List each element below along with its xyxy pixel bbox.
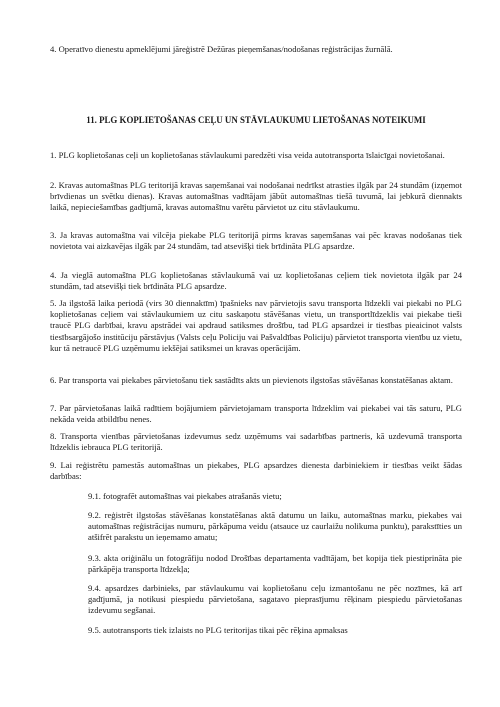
subitem-9-2: 9.2. reģistrēt ilgstošas stāvēšanas konstatēšanas aktā datumu un laiku, automašīnas marku, piekabes vai automašīnas reģistrācijas numuru, pārkāpuma veidu (atsauce uz caurlaižu nolikuma punktu), parakstīties un atšifrēt parakstu un ieņemamo amatu; [88,510,462,543]
subitem-9-1: 9.1. fotografēt automašīnas vai piekabes atrašanās vietu; [88,491,282,501]
paragraph-2: 2. Kravas automašīnas PLG teritorijā kravas saņemšanai vai nodošanai nedrīkst atrasties ilgāk par 24 stundām (izņemot brīvdienas un svētku dienas). Kravas automašīnas vadītājam jābūt automašīnas tiešā tuvumā, lai jebkurā diennakts laikā, nepieciešamības gadījumā, kravas automašīnu varētu pārvietot uz citu stāvlaukumu. [50,180,462,213]
subitem-9-3: 9.3. akta oriģinālu un fotogrāfiju nodod Drošības departamenta vadītājam, bet kopija tiek piestiprināta pie pārkāpēja transporta līdzekļa; [88,553,462,575]
intro-paragraph: 4. Operatīvo dienestu apmeklējumi jāreģistrē Dežūras pieņemšanas/nodošanas reģistrācijas žurnālā. [50,44,393,54]
paragraph-7: 7. Par pārvietošanas laikā radītiem bojājumiem pārvietojamam transporta līdzeklim vai piekabei vai tās saturu, PLG nekāda veida atbildību nenes. [50,403,462,425]
subitem-9-5: 9.5. autotransports tiek izlaists no PLG teritorijas tikai pēc rēķina apmaksas [88,625,348,635]
paragraph-9: 9. Lai reģistrētu pamestās automašīnas un piekabes, PLG apsardzes dienesta darbiniekiem ir tiesības veikt šādas darbības: [50,460,462,482]
paragraph-1: 1. PLG koplietošanas ceļi un koplietošanas stāvlaukumi paredzēti visa veida autotransporta īslaicīgai novietošanai. [50,150,445,160]
paragraph-8: 8. Transporta vienības pārvietošanas izdevumus sedz uzņēmums vai sadarbības partneris, kā uzdevumā transporta līdzeklis iebrauca PLG teritorijā. [50,431,462,453]
paragraph-3: 3. Ja kravas automašīna vai vilcēja piekabe PLG teritorijā pirms kravas saņemšanas vai pēc kravas nodošanas tiek novietota vai aizkavējas ilgāk par 24 stundām, tad atsevišķi tiek brīdināta PLG apsardze. [50,230,462,252]
paragraph-4: 4. Ja vieglā automašīna PLG koplietošanas stāvlaukumā vai uz koplietošanas ceļiem tiek novietota ilgāk par 24 stundām, tad atsevišķi tiek brīdināta PLG apsardze. [50,270,462,292]
subitem-9-4: 9.4. apsardzes darbinieks, par stāvlaukumu vai koplietošanu ceļu izmantošanu ne pēc nozīmes, kā arī gadījumā, ja notikusi piespiedu pārvietošana, sagatavo pieprasījumu rēķinam piespiedu pārvietošanas izdevumu segšanai. [88,583,462,616]
paragraph-5: 5. Ja ilgstošā laika periodā (virs 30 diennaktīm) īpašnieks nav pārvietojis savu transporta līdzekli vai piekabi no PLG koplietošanas ceļiem vai stāvlaukumiem uz citu saskaņotu stāvēšanas vietu, un transportlīdzeklis vai piekabe tieši traucē PLG darbībai, kravu apstrādei vai apdraud satiksmes drošību, tad PLG apsardzei ir tiesības pieaicinot valsts tiesībsargājošo institūciju pārstāvjus (Valsts ceļu Policiju vai Pašvaldības Policiju) pārvietot transporta vienību uz vietu, kur tā netraucē PLG uzņēmumu iekšējai satiksmei un kravas operācijām. [50,298,462,353]
section-title: 11. PLG KOPLIETOŠANAS CEĻU UN STĀVLAUKUMU LIETOŠANAS NOTEIKUMI [86,115,426,125]
paragraph-6: 6. Par transporta vai piekabes pārvietošanu tiek sastādīts akts un pievienots ilgstošas stāvēšanas konstatēšanas aktam. [50,375,453,385]
